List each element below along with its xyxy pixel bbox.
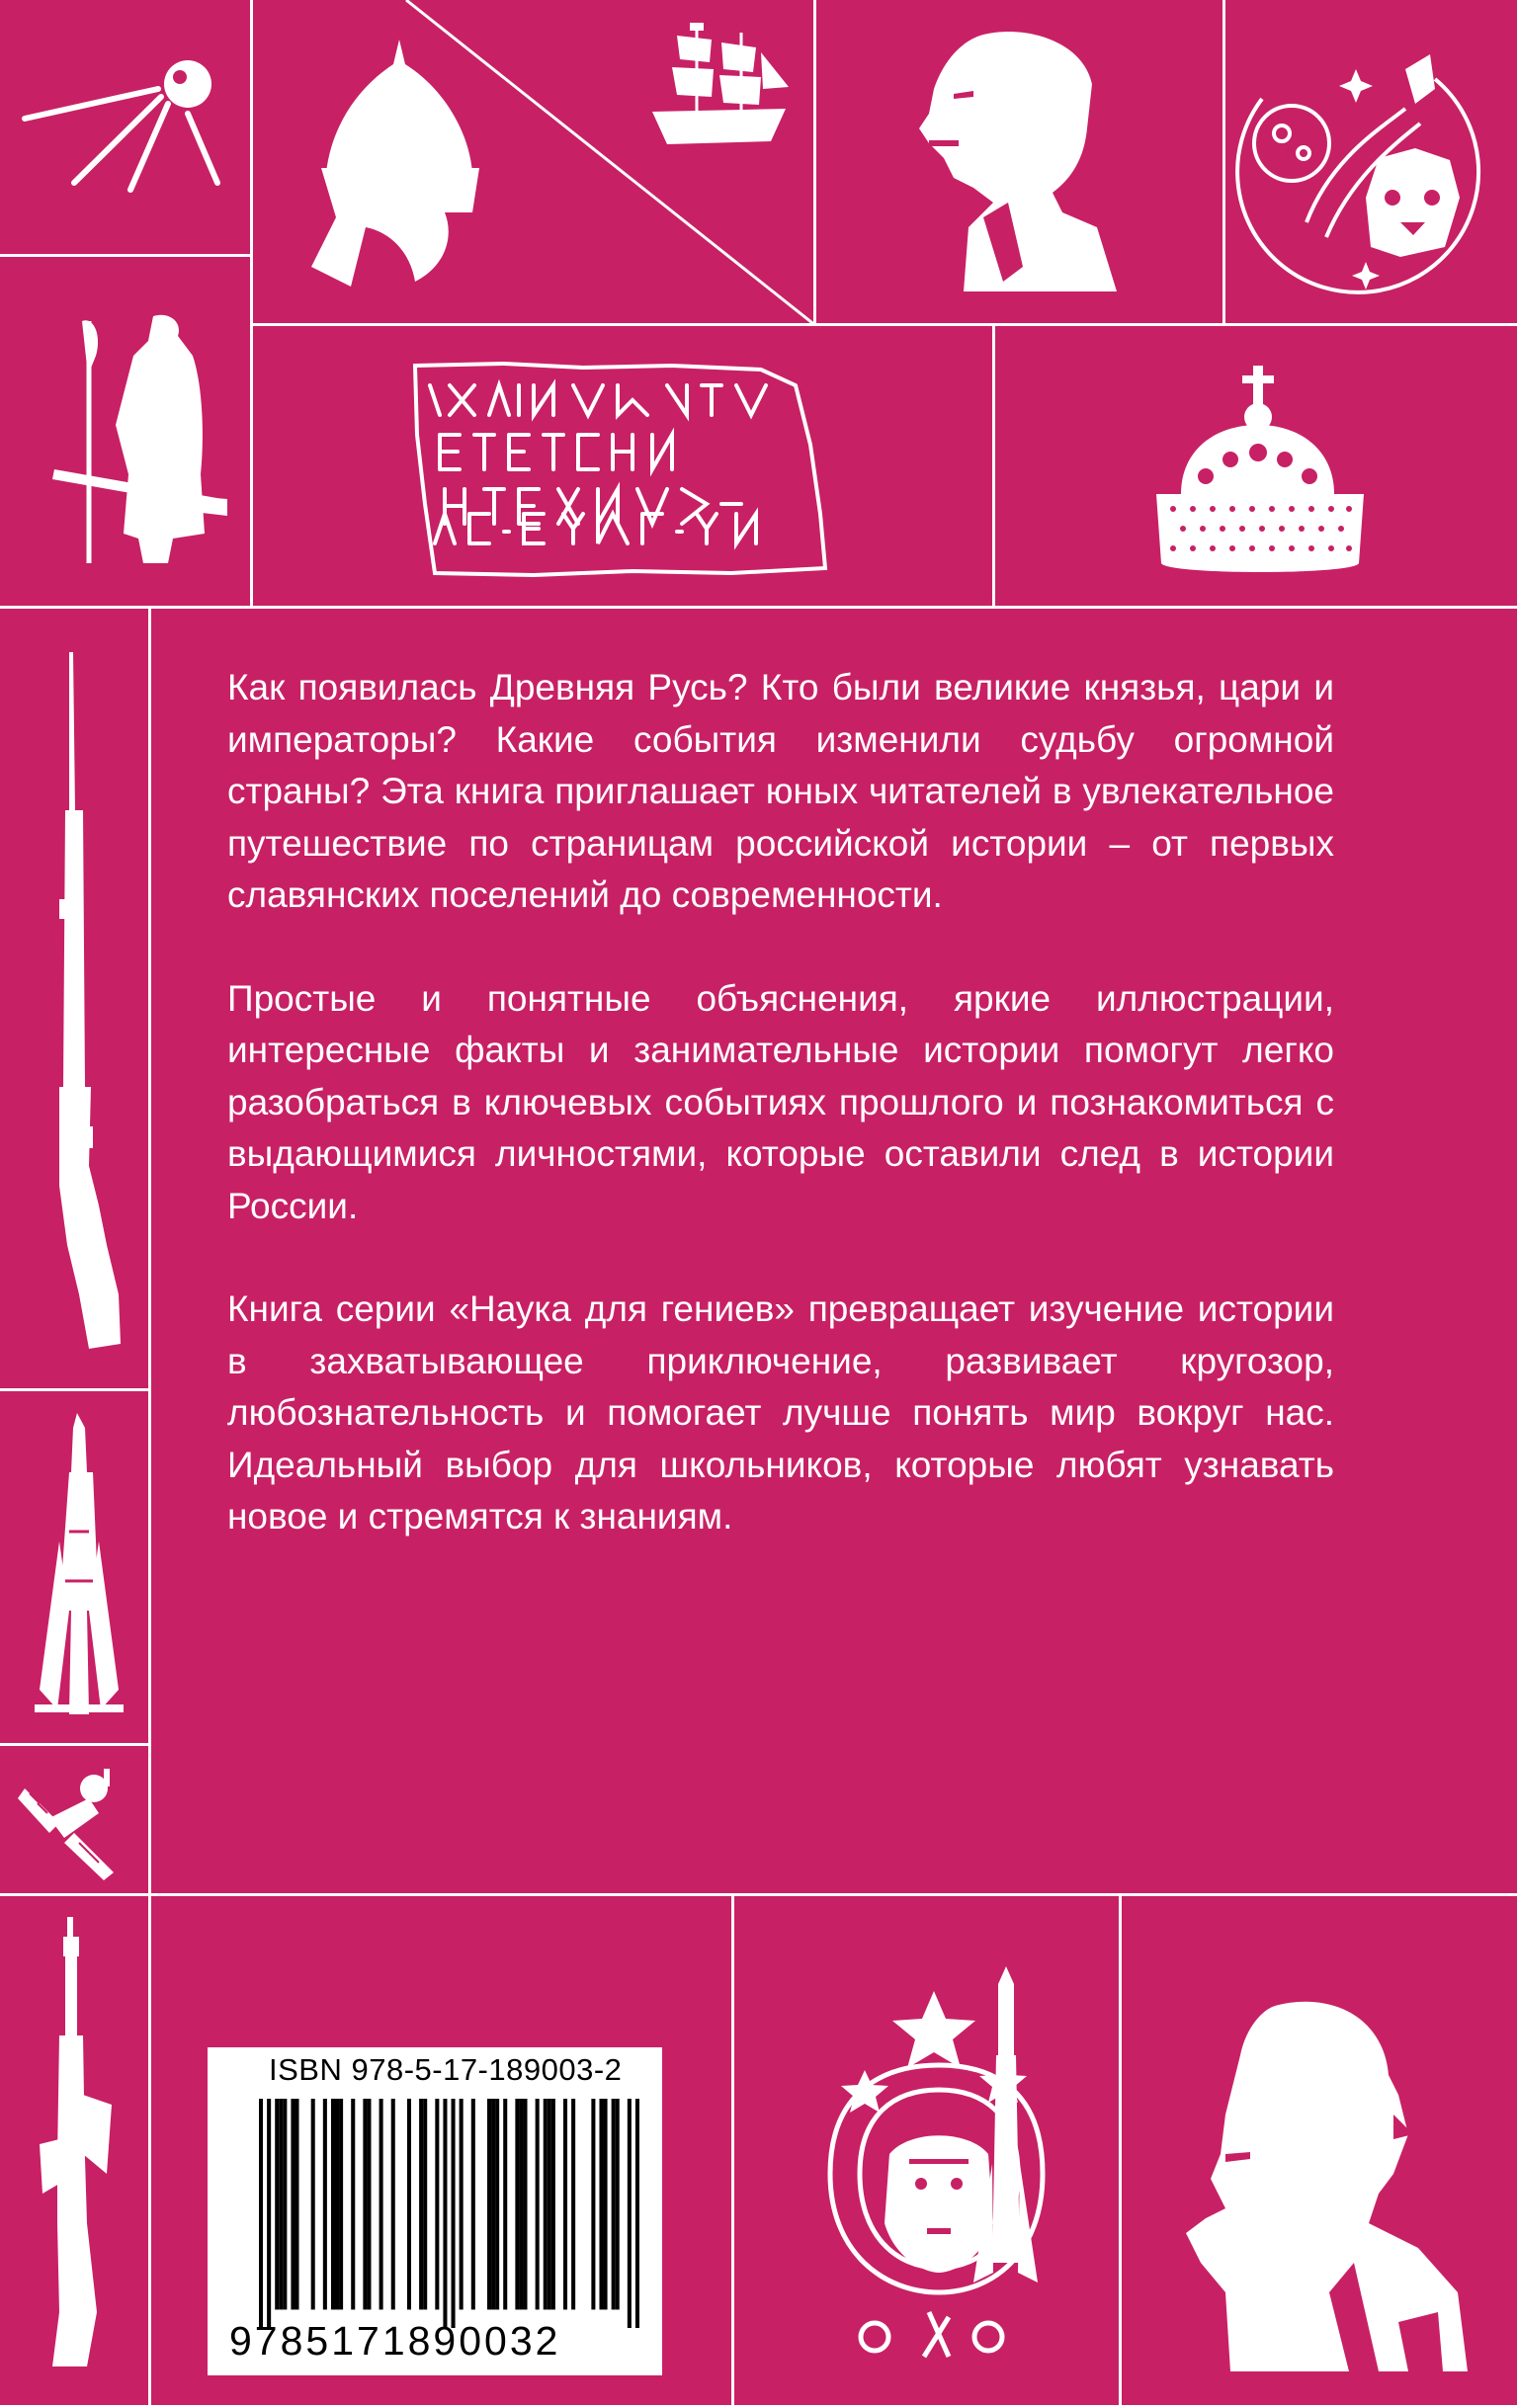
barcode-bar (339, 2099, 343, 2309)
barcode-bar (331, 2099, 335, 2309)
description-paragraph-1: Как появилась Древняя Русь? Кто были великие князья, цари и императоры? Какие события изменили судьбу огромной страны? Эта книга приглашает юных читателей в увлекательное путешествие по страницам российской истории – от первых славянских поселений до современности. (227, 667, 1334, 915)
barcode-bar (616, 2099, 620, 2309)
monomakh-cap-icon (1151, 366, 1369, 578)
sailing-ship-icon (652, 18, 791, 151)
kalashnikov-icon (38, 1917, 117, 2371)
helmet-icon (296, 40, 504, 287)
isbn-label: ISBN 978-5-17-189003-2 (269, 2052, 623, 2087)
barcode-bar (604, 2099, 608, 2309)
description-text (227, 662, 1334, 1595)
barcode-bar (423, 2099, 427, 2309)
barcode-bar (291, 2099, 295, 2309)
barcode-bar (548, 2099, 551, 2309)
barcode-bar (563, 2099, 567, 2309)
barcode-bar (495, 2099, 499, 2309)
birch-bark-letter-icon (395, 356, 830, 583)
barcode-bar (379, 2099, 383, 2309)
space-station-icon (20, 1764, 128, 1877)
barcode-bar (335, 2099, 339, 2309)
barcode-bar (628, 2099, 632, 2328)
barcode-bar (544, 2099, 548, 2309)
barcode-bar (283, 2099, 287, 2309)
rifle-icon (30, 652, 128, 1354)
barcode-bar (311, 2099, 315, 2309)
space-dog-icon (1232, 49, 1484, 301)
sputnik-icon (20, 30, 237, 208)
barcode-bar (391, 2099, 395, 2309)
barcode-bar (443, 2099, 447, 2328)
rocket-icon (20, 1413, 138, 1724)
description-paragraph-2: Простые и понятные объяснения, яркие иллюстрации, интересные факты и занимательные истории помогут легко разобраться в ключевых событиях прошлого и познакомиться с выдающимися личностями, которые оставили след в истории России. (227, 977, 1334, 1226)
barcode-bar (551, 2099, 555, 2309)
barcode-bar (435, 2099, 439, 2309)
lenin-portrait-icon (1181, 1996, 1468, 2371)
gagarin-emblem-icon (791, 1966, 1077, 2371)
barcode-bar (491, 2099, 495, 2309)
barcode-bar (523, 2099, 527, 2309)
barcode-bar (487, 2099, 491, 2309)
barcode-bar (452, 2099, 456, 2328)
barcode-bar (295, 2099, 298, 2309)
barcode-bar (515, 2099, 519, 2309)
barcode-bar (351, 2099, 355, 2309)
stalin-portrait-icon (914, 30, 1122, 291)
barcode-bar (460, 2099, 464, 2309)
barcode-bar (571, 2099, 575, 2309)
barcode-bar (612, 2099, 616, 2309)
barcode-bar (275, 2099, 279, 2309)
barcode-bar (536, 2099, 540, 2309)
ean-digits: 9785171890032 (229, 2318, 561, 2364)
barcode-bar (367, 2099, 371, 2309)
cossack-icon (25, 296, 227, 568)
barcode-bar (599, 2099, 603, 2309)
barcode-bar (471, 2099, 475, 2309)
barcode-bar (591, 2099, 595, 2309)
barcode-bar (419, 2099, 423, 2309)
barcode-bar (519, 2099, 523, 2309)
barcode-bar (363, 2099, 367, 2309)
ean-barcode (259, 2099, 639, 2328)
barcode-bar (267, 2099, 271, 2328)
barcode-bar (259, 2099, 263, 2328)
description-paragraph-3: Книга серии «Наука для гениев» превращает изучение истории в захватывающее приключение, развивает кругозор, любознательность и помогает лучше понять мир вокруг нас. Идеальный выбор для школьников, которые любят узнавать новое и стремятся к знаниям. (227, 1288, 1334, 1536)
barcode-bar (279, 2099, 283, 2309)
barcode-bar (323, 2099, 327, 2309)
barcode-bar (503, 2099, 507, 2309)
barcode-bar (407, 2099, 411, 2309)
barcode-bar (635, 2099, 639, 2328)
